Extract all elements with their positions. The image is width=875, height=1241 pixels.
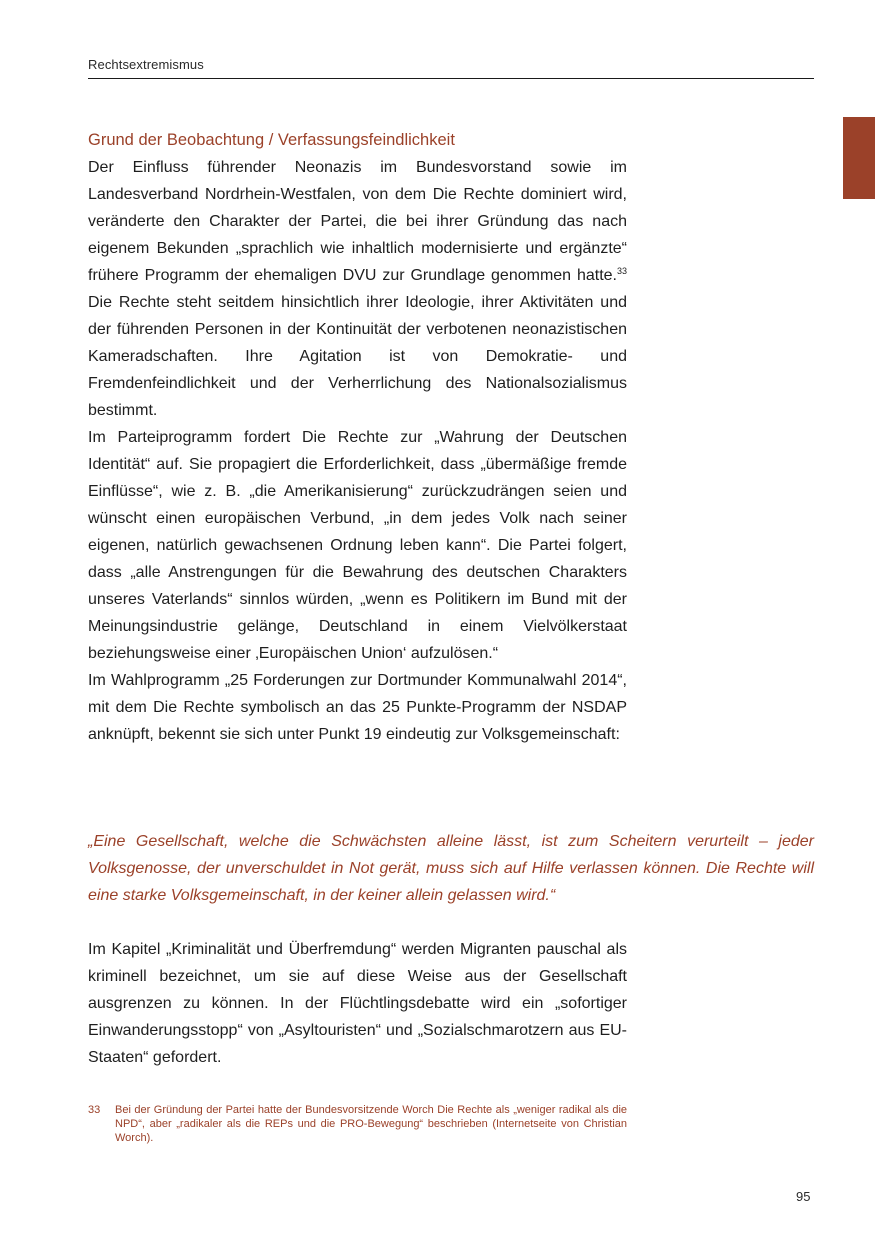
header-rule [88,78,814,79]
footnote [88,1103,627,1145]
running-head-title: Rechtsextremismus [88,57,204,72]
main-text-block [88,127,627,748]
main-text-block-2 [88,936,627,1071]
paragraph-3: Im Wahlprogramm „25 Forderungen zur Dortmunder Kommunalwahl 2014“, mit dem Die Rechte symbolisch an das 25 Punkte-Programm der NSDAP anknüpft, bekennt sie sich unter Punkt 19 eindeutig zur Volksgemeinschaft: [88,672,627,743]
page-number: 95 [796,1189,811,1204]
paragraph-4: Im Kapitel „Kriminalität und Überfremdung“ werden Migranten pauschal als kriminell bezeichnet, um sie auf diese Weise aus der Gesellschaft ausgrenzen zu können. In der Flüchtlingsdebatte wird ein „sofortiger Einwanderungsstopp“ von „Asyltouristen“ und „Sozialschmarotzern aus EU-Staaten“ gefordert. [88,941,627,1066]
footnote-text: Bei der Gründung der Partei hatte der Bundesvorsitzende Worch Die Rechte als „weniger radikal als die NPD“, aber „radikaler als die REPs und die PRO-Bewegung“ beschrieben (Internetseite von Christian Worch). [115,1104,627,1144]
paragraph-2: Im Parteiprogramm fordert Die Rechte zur „Wahrung der Deutschen Identität“ auf. Sie propagiert die Erforderlichkeit, dass „übermäßige fremde Einflüsse“, wie z. B. „die Amerikanisierung“ zurückzudrängen seien und wünscht einen europäischen Verbund, „in dem jedes Volk nach seiner eigenen, natürlich gewachsenen Ordnung leben kann“. Die Partei folgert, dass „alle Anstrengungen für die Bewahrung des deutschen Charakters unseres Vaterlands“ sinnlos würden, „wenn es Politikern im Bund mit der Meinungsindustrie gelänge, Deutschland in einem Vielvölkerstaat beziehungsweise einer ‚Europäischen Union‘ aufzulösen.“ [88,429,627,662]
paragraph-1 [88,154,627,424]
paragraph-1-text-a: Der Einfluss führender Neonazis im Bundesvorstand sowie im Landesverband Nordrhein-Westfalen, von dem Die Rechte dominiert wird, veränderte den Charakter der Partei, die bei ihrer Gründung das nach eigenem Bekunden „sprachlich wie inhaltlich modernisierte und ergänzte“ frühere Programm der ehemaligen DVU zur Grundlage genommen hatte. [88,159,627,284]
chapter-side-tab [843,117,875,199]
block-quote: „Eine Gesellschaft, welche die Schwächsten alleine lässt, ist zum Scheitern verurteilt – jeder Volksgenosse, der unverschuldet in Not gerät, muss sich auf Hilfe verlassen können. Die Rechte will eine starke Volksgemeinschaft, in der keiner allein gelassen wird.“ [88,833,814,904]
section-title: Grund der Beobachtung / Verfassungsfeindlichkeit [88,131,455,149]
footnote-reference[interactable]: 33 [616,266,627,276]
paragraph-1-text-b: Die Rechte steht seitdem hinsichtlich ihrer Ideologie, ihrer Aktivitäten und der führenden Personen in der Kontinuität der verbotenen neonazistischen Kameradschaften. Ihre Agitation ist von Demokratie- und Fremdenfeindlichkeit und der Verherrlichung des Nationalsozialismus bestimmt. [88,294,627,419]
footnote-number: 33 [88,1104,101,1116]
